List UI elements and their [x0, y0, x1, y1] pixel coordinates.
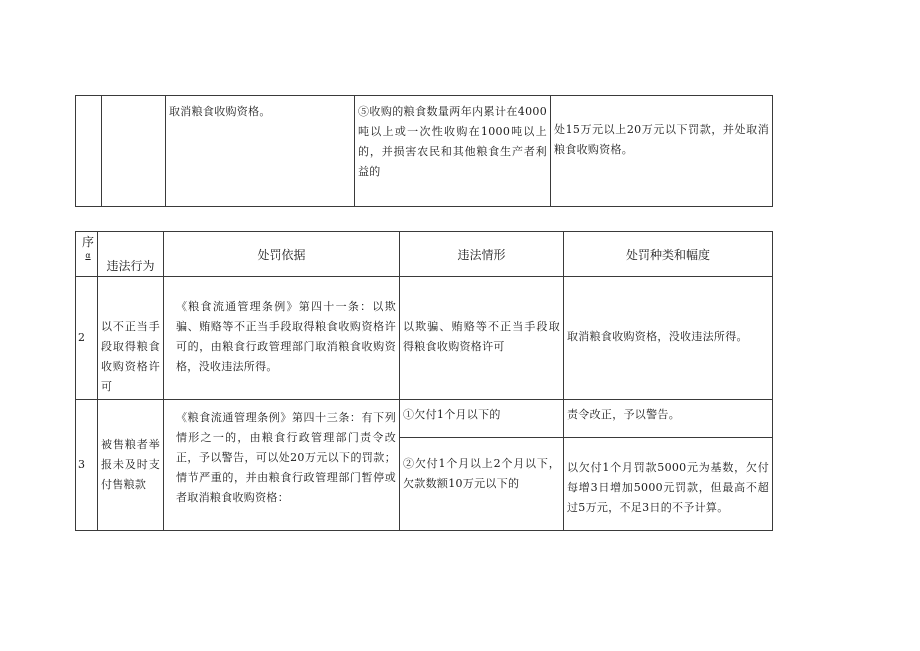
basis-text: 取消粮食收购资格。 — [169, 105, 271, 118]
header-row — [76, 232, 773, 277]
table-row — [76, 277, 773, 400]
sub-circumstance-text: ①欠付1个月以下的 — [403, 408, 501, 421]
penalty-table — [75, 231, 773, 531]
header-seq-text: 序 — [81, 235, 94, 249]
basis-cell — [166, 96, 355, 207]
circumstance-text: ⑤收购的粮食数量两年内累计在4000吨以上或一次性收购在1000吨以上的，并损害农民和其他粮食生产者利益的 — [358, 105, 547, 178]
row-seq: 3 — [76, 400, 98, 531]
row-circumstance-text: 以欺骗、贿赂等不正当手段取得粮食收购资格许可 — [403, 320, 560, 353]
row-act — [98, 400, 164, 531]
header-basis: 处罚依据 — [164, 232, 400, 277]
penalty-text: 处15万元以上20万元以下罚款，并处取消粮食收购资格。 — [554, 123, 769, 156]
sub-penalty — [564, 400, 773, 438]
row-penalty-text: 取消粮食收购资格，没收违法所得。 — [567, 330, 748, 343]
continuation-table — [75, 95, 773, 207]
row-act-text: 被售粮者举报未及时支付售粮款 — [101, 438, 160, 491]
header-seq-sub: α — [85, 251, 91, 260]
sub-circumstance — [400, 400, 564, 438]
row-basis — [164, 400, 400, 531]
row-act-text: 以不正当手段取得粮食收购资格许可 — [101, 320, 160, 393]
header-circumstance: 违法情形 — [400, 232, 564, 277]
seq-cell — [76, 96, 102, 207]
header-seq — [76, 232, 98, 277]
act-cell — [102, 96, 166, 207]
row-act — [98, 277, 164, 400]
header-act — [98, 232, 164, 277]
sub-penalty-text: 责令改正，予以警告。 — [567, 408, 680, 421]
sub-circumstance-text: ②欠付1个月以上2个月以下，欠款数额10万元以下的 — [403, 457, 560, 490]
row-basis-text: 《粮食流通管理条例》第四十三条：有下列情形之一的，由粮食行政管理部门责令改正，予以警告，可以处20万元以下的罚款；情节严重的，并由粮食行政管理部门暂停或者取消粮食收购资格： — [176, 411, 396, 504]
header-penalty: 处罚种类和幅度 — [564, 232, 773, 277]
row-basis — [164, 277, 400, 400]
row-seq: 2 — [76, 277, 98, 400]
row-basis-text: 《粮食流通管理条例》第四十一条：以欺骗、贿赂等不正当手段取得粮食收购资格许可的，由粮食行政管理部门取消粮食收购资格，没收违法所得。 — [176, 300, 396, 373]
row-penalty — [564, 277, 773, 400]
header-act-text: 违法行为 — [106, 259, 155, 273]
sub-penalty-text: 以欠付1个月罚款5000元为基数，欠付每增3日增加5000元罚款，但最高不超过5万元，不足3日的不予计算。 — [567, 461, 769, 514]
sub-circumstance — [400, 438, 564, 531]
row-circumstance — [400, 277, 564, 400]
table-row — [76, 400, 773, 438]
penalty-cell — [551, 96, 773, 207]
circumstance-cell — [355, 96, 551, 207]
sub-penalty — [564, 438, 773, 531]
table-row — [76, 96, 773, 207]
